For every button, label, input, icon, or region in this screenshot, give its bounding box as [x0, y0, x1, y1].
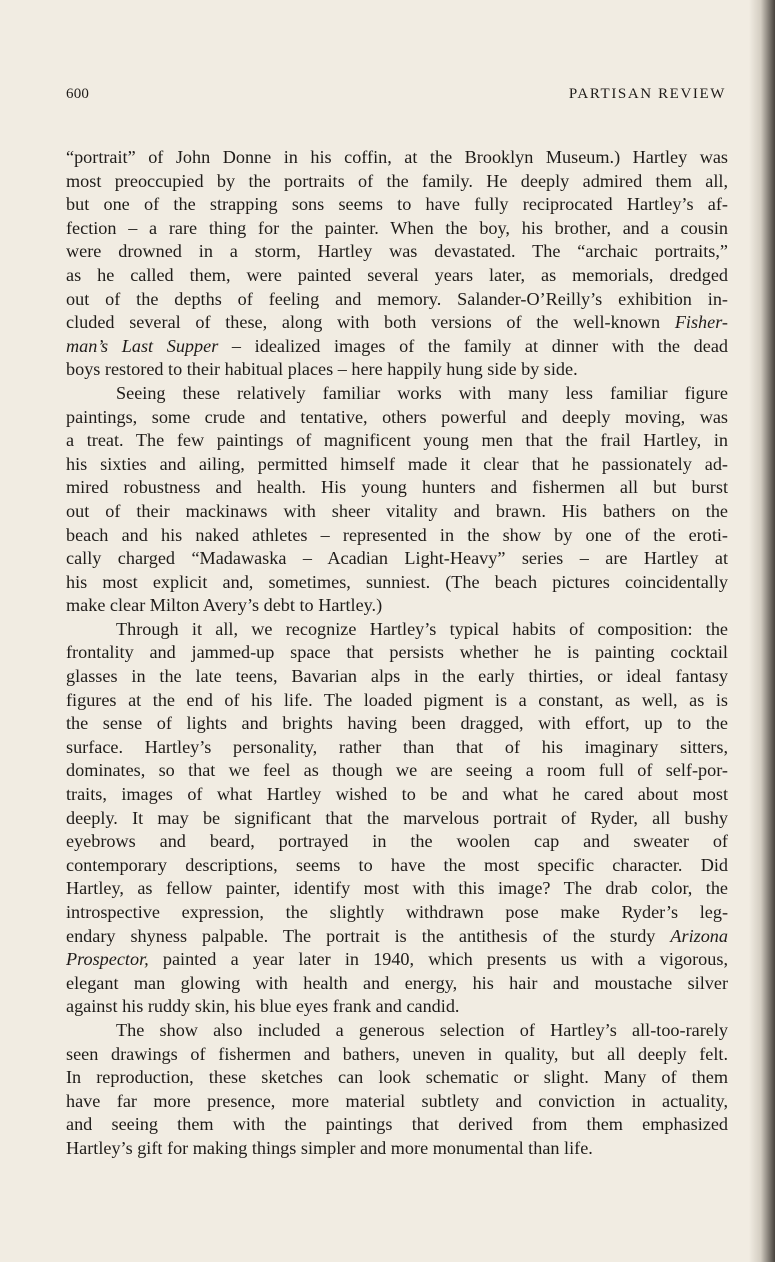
text-line: endary shyness palpable. The portrait is the antithesis of the sturdy Arizona — [66, 925, 728, 946]
text-line: elegant man glowing with health and energy, his hair and moustache silver — [66, 972, 728, 993]
page-number: 600 — [66, 86, 90, 102]
text-line: make clear Milton Avery’s debt to Hartley.) — [66, 595, 383, 616]
article-body — [66, 146, 728, 1161]
text-line: paintings, some crude and tentative, others powerful and deeply moving, was — [66, 406, 728, 427]
text-line: The show also included a generous selection of Hartley’s all-too-rarely — [116, 1019, 728, 1040]
text-line: cally charged “Madawaska – Acadian Light-Heavy” series – are Hartley at — [66, 548, 728, 569]
text-line: man’s Last Supper – idealized images of the family at dinner with the dead — [66, 335, 728, 356]
italic-title: Fisher- — [674, 312, 728, 333]
text-line: Prospector, painted a year later in 1940, which presents us with a vigorous, — [66, 949, 728, 970]
text-line: were drowned in a storm, Hartley was devastated. The “archaic portraits,” — [66, 241, 728, 262]
text-line: Seeing these relatively familiar works with many less familiar figure — [116, 382, 728, 403]
text-line: and seeing them with the paintings that derived from them emphasized — [66, 1114, 728, 1135]
running-head — [66, 86, 726, 106]
italic-title: Arizona — [670, 925, 728, 946]
text-line: most preoccupied by the portraits of the family. He deeply admired them all, — [66, 170, 728, 191]
text-line: Through it all, we recognize Hartley’s typical habits of composition: the — [116, 618, 728, 639]
text-line: out of the depths of feeling and memory. Salander-O’Reilly’s exhibition in- — [66, 288, 728, 309]
text-line: In reproduction, these sketches can look schematic or slight. Many of them — [66, 1067, 728, 1088]
text-line: his sixties and ailing, permitted himself made it clear that he passionately ad- — [66, 453, 728, 474]
text-line: mired robustness and health. His young hunters and fishermen all but burst — [66, 477, 728, 498]
text-line: cluded several of these, along with both versions of the well-known Fisher- — [66, 312, 728, 333]
text-line: against his ruddy skin, his blue eyes frank and candid. — [66, 996, 460, 1017]
text-line: a treat. The few paintings of magnificent young men that the frail Hartley, in — [66, 430, 728, 451]
text-line: contemporary descriptions, seems to have the most specific character. Did — [66, 854, 728, 875]
text-line: eyebrows and beard, portrayed in the woolen cap and sweater of — [66, 831, 728, 852]
text-line: surface. Hartley’s personality, rather than that of his imaginary sitters, — [66, 736, 728, 757]
text-line: introspective expression, the slightly withdrawn pose make Ryder’s leg- — [66, 902, 728, 922]
text-line: the sense of lights and brights having been dragged, with effort, up to the — [66, 713, 728, 734]
text-line: frontality and jammed-up space that persists whether he is painting cocktail — [66, 642, 728, 663]
text-line: Hartley, as fellow painter, identify most with this image? The drab color, the — [66, 878, 728, 899]
text-line: as he called them, were painted several years later, as memorials, dredged — [66, 264, 728, 285]
text-line: figures at the end of his life. The loaded pigment is a constant, as well, as is — [66, 689, 728, 710]
text-line: out of their mackinaws with sheer vitality and brawn. His bathers on the — [66, 500, 728, 521]
italic-title: man’s Last Supper — [66, 335, 219, 356]
text-line: have far more presence, more material subtlety and conviction in actuality, — [66, 1090, 728, 1111]
text-line: seen drawings of fishermen and bathers, uneven in quality, but all deeply felt. — [66, 1043, 728, 1064]
journal-title: PARTISAN REVIEW — [568, 86, 726, 102]
text-line: beach and his naked athletes – represented in the show by one of the eroti- — [66, 524, 728, 545]
text-line: glasses in the late teens, Bavarian alps in the early thirties, or ideal fantasy — [66, 666, 728, 687]
text-line: deeply. It may be significant that the marvelous portrait of Ryder, all bushy — [66, 807, 728, 828]
text-line: boys restored to their habitual places – here happily hung side by side. — [66, 359, 578, 380]
text-line: traits, images of what Hartley wished to be and what he cared about most — [66, 784, 728, 805]
text-line: fection – a rare thing for the painter. When the boy, his brother, and a cousin — [66, 217, 728, 238]
text-line: but one of the strapping sons seems to have fully reciprocated Hartley’s af- — [66, 194, 728, 215]
text-line: dominates, so that we feel as though we are seeing a room full of self-por- — [66, 760, 728, 781]
italic-title: Prospector, — [66, 949, 149, 970]
text-line: his most explicit and, sometimes, sunniest. (The beach pictures coincidentally — [66, 571, 728, 592]
text-line: “portrait” of John Donne in his coffin, at the Brooklyn Museum.) Hartley was — [66, 147, 728, 167]
text-line: Hartley’s gift for making things simpler and more monumental than life. — [66, 1137, 593, 1158]
page-gutter-shadow — [749, 0, 775, 1262]
